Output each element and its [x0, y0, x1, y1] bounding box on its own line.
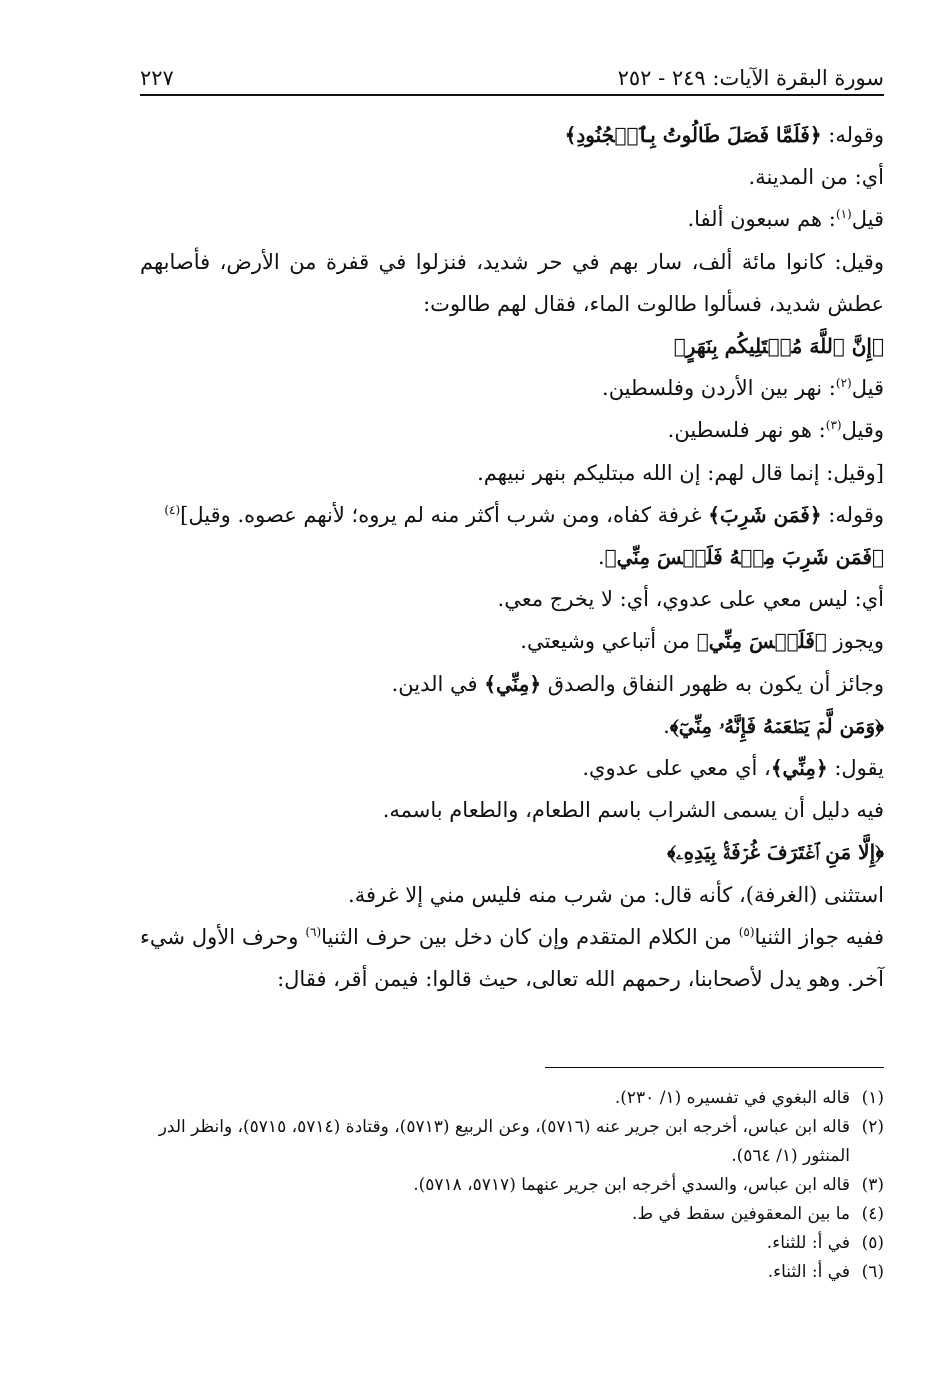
footnote-ref: (٥)	[738, 924, 755, 939]
text-line: أي: ليس معي على عدوي، أي: لا يخرج معي.	[497, 587, 884, 612]
footnote-ref: (٢)	[835, 376, 852, 391]
quran-verse: ﴿إِلَّا مَنِ ٱغۡتَرَفَ غُرۡفَةَۢ بِيَدِهِۦ﴾	[667, 840, 884, 865]
footnote-text: قاله ابن عباس، والسدي أخرجه ابن جرير عنهما (٥٧١٧، ٥٧١٨).	[413, 1175, 850, 1195]
text-paragraph: وقيل: كانوا مائة ألف، سار بهم في حر شديد، فنزلوا في قفرة من الأرض، فأصابهم عطش شديد، فسألوا طالوت الماء، فقال لهم طالوت:	[140, 249, 884, 316]
footnote	[140, 1171, 884, 1200]
main-text	[140, 114, 884, 1000]
footnote-text: في أ: للثناء.	[766, 1233, 850, 1253]
text-line	[140, 325, 884, 367]
footnote-number: (٤)	[861, 1204, 884, 1224]
footnote-number: (٢)	[861, 1117, 884, 1137]
footnotes	[140, 1084, 884, 1287]
running-head	[140, 56, 884, 92]
footnote-number: (٣)	[861, 1175, 884, 1195]
quran-verse: ﴿وَمَن لَّمۡ يَطۡعَمۡهُ فَإِنَّهُۥ مِنِّيٓ﴾	[669, 713, 884, 738]
surah-title: سورة البقرة الآيات: ٢٤٩ - ٢٥٢	[617, 66, 884, 90]
quran-verse: ﴿إِنَّ ٱللَّهَ مُبۡتَلِيكُم بِنَهَرٍ﴾	[673, 334, 884, 359]
footnote	[140, 1258, 884, 1287]
footnote-text: قاله ابن عباس، أخرجه ابن جرير عنه (٥٧١٦)، وعن الربيع (٥٧١٣)، وقتادة (٥٧١٤، ٥٧١٥)، وانظر الدر المنثور (١/ ٥٦٤).	[158, 1117, 850, 1166]
footnote-text: قاله البغوي في تفسيره (١/ ٢٣٠).	[614, 1088, 850, 1108]
quran-verse: ﴿فَمَن شَرِبَ﴾	[708, 502, 822, 527]
text-paragraph: ففيه جواز الثنيا$^{(٥)}$ من الكلام المتقدم وإن كان دخل بين حرف الثنيا$^{(٦)}$ وحرف الأول شيء آخر. وهو يدل لأصحابنا، رحمهم الله تعالى، حيث قالوا: فيمن أقر، فقال:	[140, 924, 884, 992]
text-line: فيه دليل أن يسمى الشراب باسم الطعام، والطعام باسمه.	[382, 798, 884, 823]
text-line: وقوله: ﴿فَلَمَّا فَصَلَ طَالُوتُ بِٱلۡجُنُودِ﴾	[564, 123, 884, 147]
footnote-rule	[545, 1067, 884, 1068]
text-line: ﴿فَمَن شَرِبَ مِنۡهُ فَلَيۡسَ مِنِّي﴾.	[597, 545, 884, 570]
quran-verse: ﴿فَلَمَّا فَصَلَ طَالُوتُ بِٱلۡجُنُودِ﴾	[564, 123, 822, 147]
footnote-number: (١)	[861, 1088, 884, 1108]
footnote-text: ما بين المعقوفين سقط في ط.	[631, 1204, 850, 1224]
text-line: وقيل$^{(٣)}$: هو نهر فلسطين.	[667, 418, 884, 443]
text-line: ﴿وَمَن لَّمۡ يَطۡعَمۡهُ فَإِنَّهُۥ مِنِّيٓ﴾.	[663, 713, 884, 738]
footnote-ref: (١)	[835, 207, 852, 222]
text-line: ويجوز ﴿فَلَيۡسَ مِنِّي﴾ من أتباعي وشيعتي.	[520, 629, 884, 654]
quran-verse: ﴿مِنِّي﴾	[770, 756, 828, 781]
footnote-number: (٥)	[861, 1233, 884, 1253]
footnote	[140, 1084, 884, 1113]
footnote	[140, 1113, 884, 1171]
quran-verse: ﴿فَلَيۡسَ مِنِّي﴾	[696, 629, 827, 654]
text-line	[140, 831, 884, 873]
text-line: قيل$^{(١)}$: هم سبعون ألفا.	[687, 207, 884, 232]
page-number: ٢٢٧	[140, 66, 174, 90]
text-line: [وقيل: إنما قال لهم: إن الله مبتليكم بنهر نبيهم.	[477, 460, 884, 485]
header-rule	[140, 94, 884, 96]
text-line: أي: من المدينة.	[748, 165, 884, 190]
footnote-ref: (٦)	[305, 924, 322, 939]
text-line: قيل$^{(٢)}$: نهر بين الأردن وفلسطين.	[602, 376, 884, 401]
footnote	[140, 1200, 884, 1229]
text-line: استثنى (الغرفة)، كأنه قال: من شرب منه فليس مني إلا غرفة.	[348, 882, 884, 907]
footnote	[140, 1229, 884, 1258]
text-line: يقول: ﴿مِنِّي﴾، أي معي على عدوي.	[582, 756, 884, 781]
footnote-ref: (٤)	[164, 502, 181, 517]
text-paragraph: وقوله: ﴿فَمَن شَرِبَ﴾ غرفة كفاه، ومن شرب أكثر منه لم يروه؛ لأنهم عصوه. وقيل]$^{(٤)}$	[164, 502, 884, 527]
text-line: وجائز أن يكون به ظهور النفاق والصدق ﴿مِنِّي﴾ في الدين.	[391, 671, 884, 696]
footnote-text: في أ: الثناء.	[767, 1262, 850, 1282]
quran-verse: ﴿مِنِّي﴾	[484, 671, 542, 696]
footnote-ref: (٣)	[825, 418, 842, 433]
quran-verse: ﴿فَمَن شَرِبَ مِنۡهُ فَلَيۡسَ مِنِّي﴾	[604, 545, 884, 570]
footnote-number: (٦)	[861, 1262, 884, 1282]
